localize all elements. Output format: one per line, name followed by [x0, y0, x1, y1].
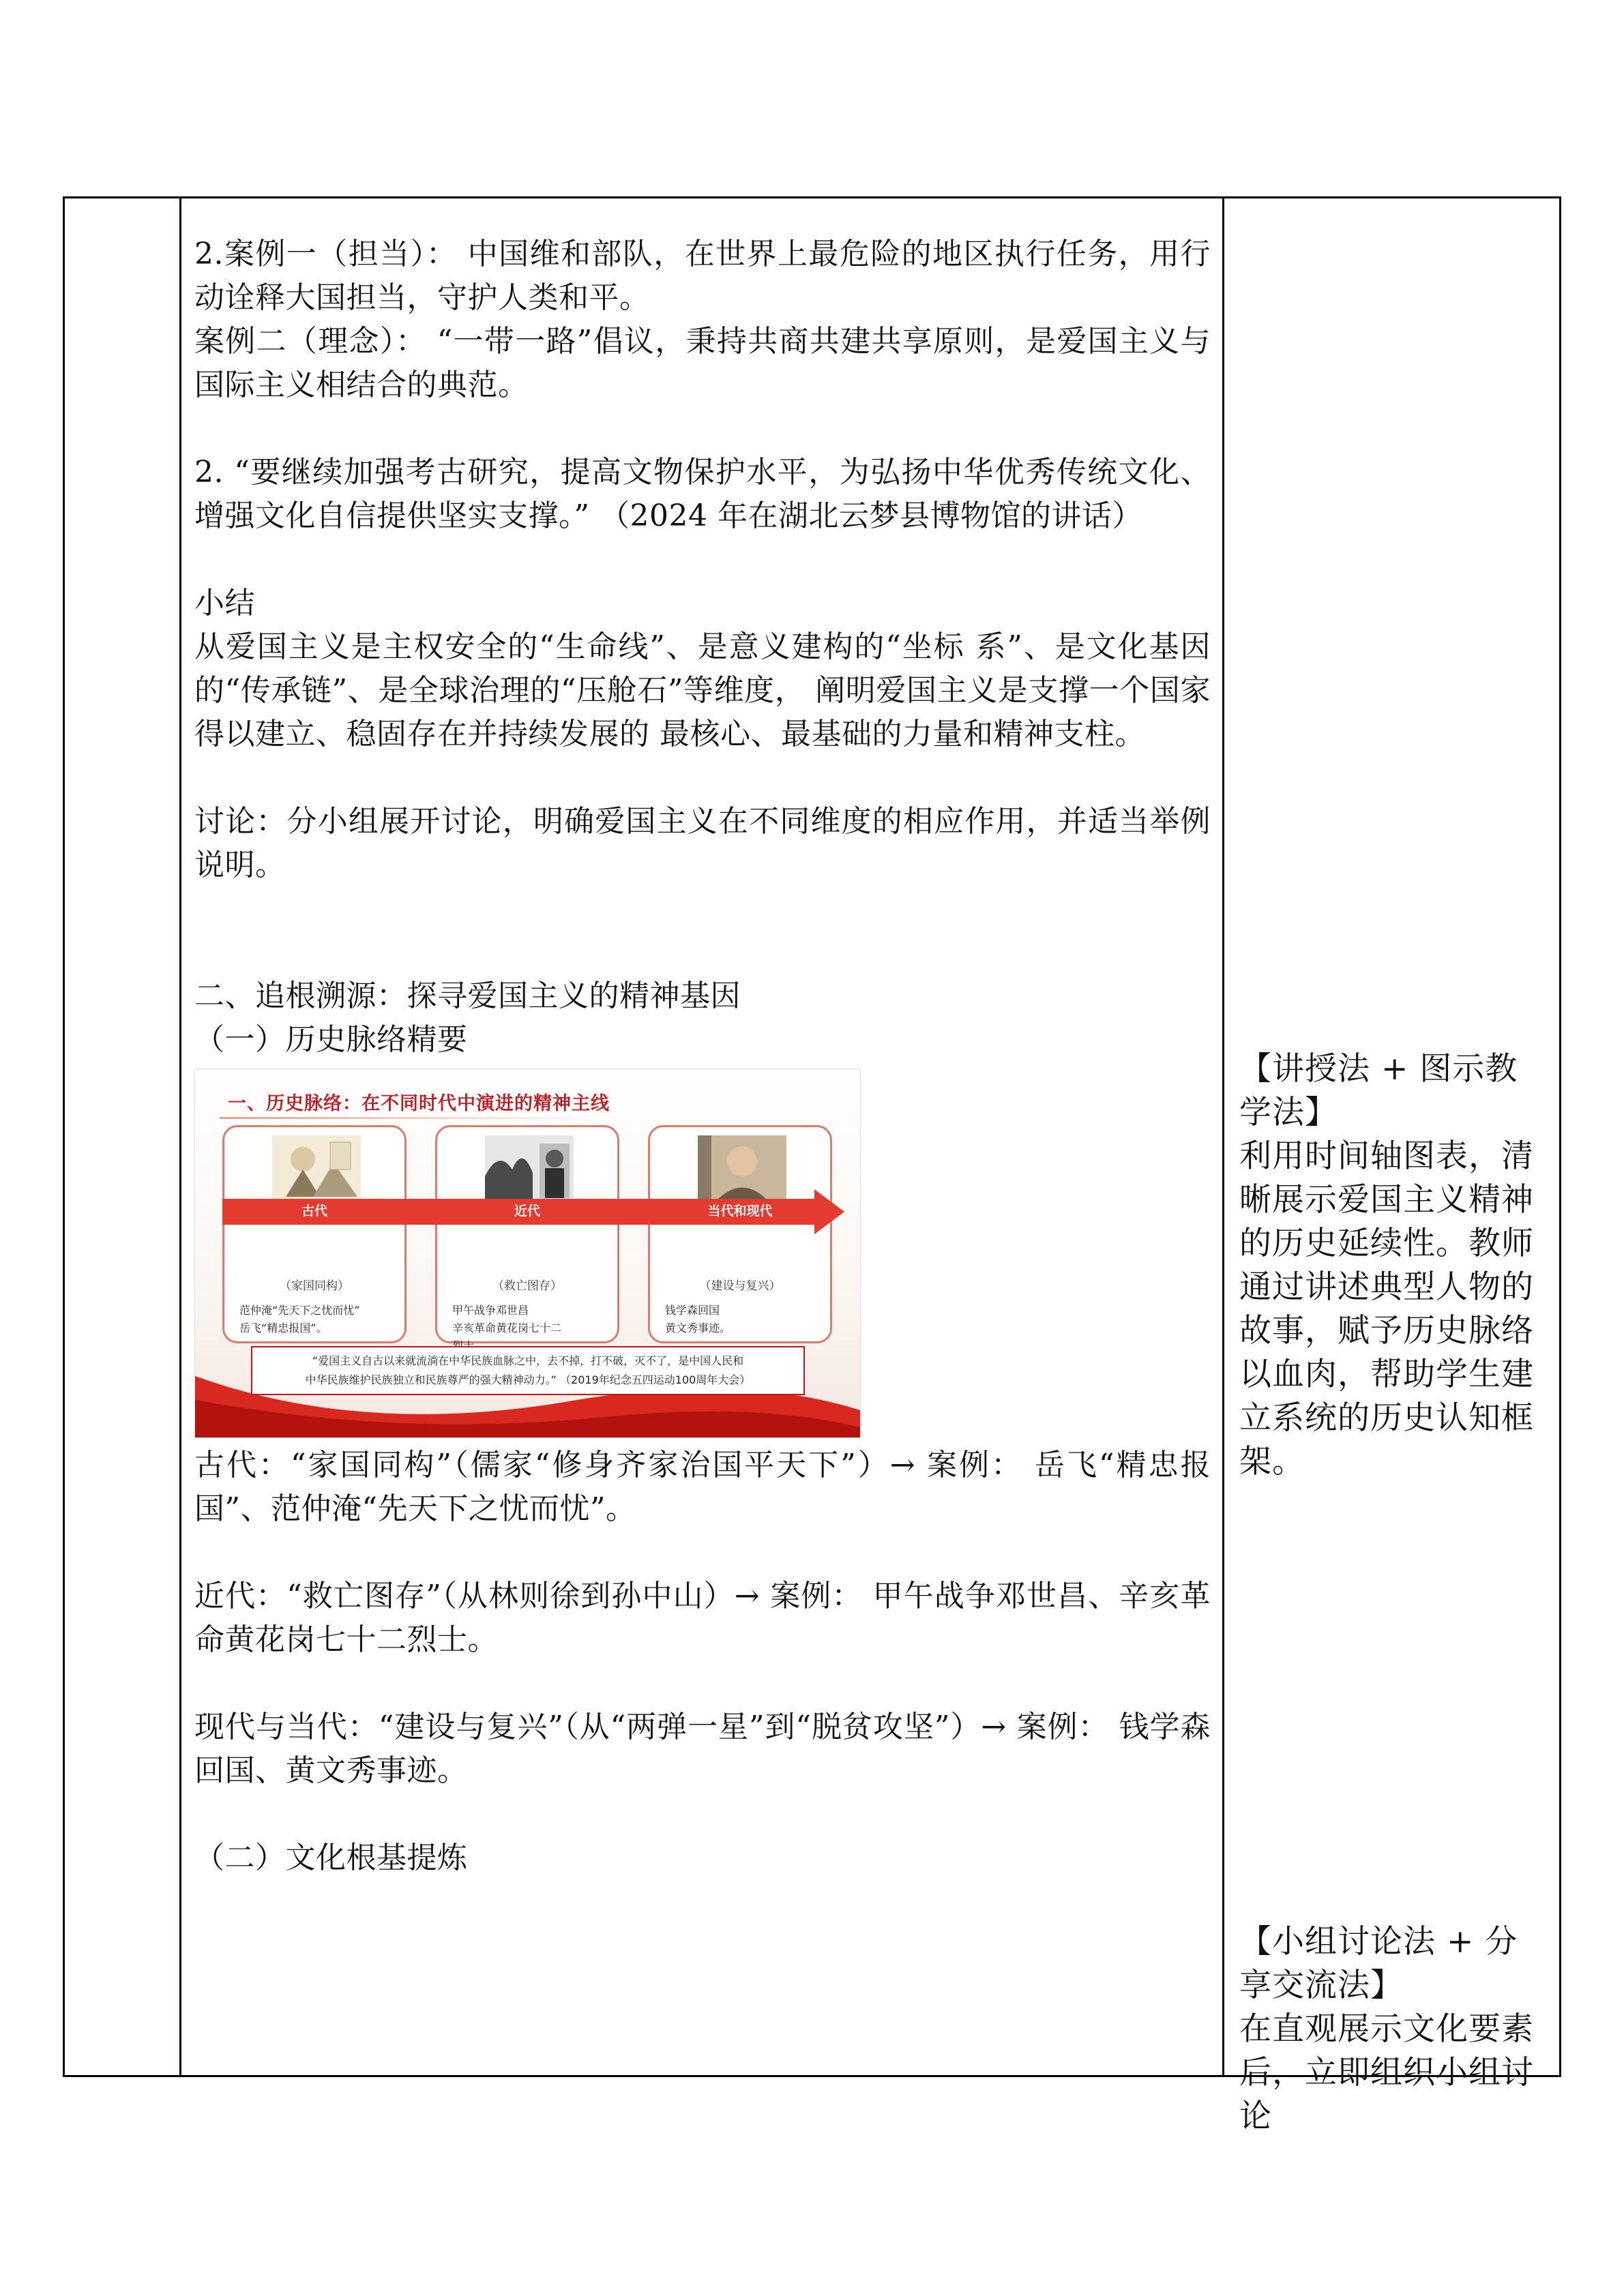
teaching-method-column: [1239, 1047, 1546, 2138]
slide-quote-line: “爱国主义自古以来就流淌在中华民族血脉之中，去不掉，打不破，灭不了，是中国人民和: [312, 1354, 744, 1367]
era-card-modern: [435, 1125, 619, 1343]
era-label-ancient: 古代: [301, 1204, 327, 1219]
era-card-contemporary: [648, 1125, 832, 1343]
lesson-plan-table: [63, 196, 1561, 2135]
method-one-title: 【讲授法 + 图示教学法】: [1239, 1050, 1518, 1131]
era-label-modern: 近代: [514, 1204, 540, 1219]
summary-title: 小结: [194, 586, 255, 621]
case-one: 2.案例一（担当）： 中国维和部队，在世界上最危险的地区执行任务，用行动诠释大国担当，守护人类和平。: [194, 237, 1211, 315]
contemporary-portrait-image: [698, 1135, 786, 1202]
era-desc-ancient: [239, 1302, 398, 1337]
era-card-ancient: [222, 1125, 407, 1343]
modern-era-text: 近代：“救亡图存”（从林则徐到孙中山）→ 案例： 甲午战争邓世昌、辛亥革命黄花岗七十二烈士。: [194, 1579, 1211, 1657]
era-desc-line: 岳飞“精忠报国”。: [239, 1322, 327, 1335]
era-desc-line: 黄文秀事迹。: [665, 1322, 731, 1335]
section-two-title: 二、追根溯源：探寻爱国主义的精神基因: [194, 979, 741, 1013]
era-sub-ancient: （家国同构）: [280, 1279, 349, 1293]
modern-photo-image: [485, 1135, 574, 1202]
era-label-contemporary: 当代和现代: [707, 1204, 773, 1219]
method-two-title: 【小组讨论法 + 分享交流法】: [1239, 1923, 1518, 2004]
discussion-text: 讨论：分小组展开讨论，明确爱国主义在不同维度的相应作用，并适当举例说明。: [194, 804, 1211, 882]
ancient-painting-image: [272, 1135, 361, 1202]
era-desc-line: 钱学森回国: [665, 1304, 720, 1317]
era-sub-modern: （救亡图存）: [492, 1279, 562, 1293]
teaching-content-column: [194, 233, 1211, 1880]
column-divider-1: [179, 198, 181, 2075]
era-sub-contemporary: （建设与复兴）: [699, 1279, 781, 1293]
method-one-text: 利用时间轴图表，清晰展示爱国主义精神的历史延续性。教师通过讲述典型人物的故事，赋予历史脉络以血肉，帮助学生建立系统的历史认知框架。: [1239, 1137, 1534, 1480]
slide-title: 一、历史脉络：在不同时代中演进的精神主线: [228, 1093, 610, 1114]
contemporary-era-text: 现代与当代：“建设与复兴”（从“两弹一星”到“脱贫攻坚”）→ 案例： 钱学森回国、黄文秀事迹。: [194, 1710, 1211, 1788]
history-timeline-slide: [194, 1069, 861, 1438]
era-desc-contemporary: [665, 1302, 823, 1337]
method-two-text: 在直观展示文化要素后，立即组织小组讨论: [1239, 2010, 1534, 2135]
case-two: 案例二（理念）： “一带一路”倡议，秉持共商共建共享原则，是爱国主义与国际主义相结合的典范。: [194, 324, 1211, 402]
slide-quote-box: [251, 1346, 805, 1395]
subsection-two-title: （二）文化根基提炼: [194, 1840, 468, 1875]
quote-paragraph: 2. “要继续加强考古研究，提高文物保护水平，为弘扬中华优秀传统文化、增强文化自信提供坚实支撑。” （2024 年在湖北云梦县博物馆的讲话）: [194, 455, 1211, 533]
era-desc-line: 辛亥革命黄花岗七十二: [452, 1322, 562, 1335]
subsection-one-title: （一）历史脉络精要: [194, 1022, 468, 1057]
summary-text: 从爱国主义是主权安全的“生命线”、是意义建构的“坐标 系”、是文化基因的“传承链”、是全球治理的“压舱石”等维度， 阐明爱国主义是支撑一个国家得以建立、稳固存在并持续发展的 最核心、最基础的力量和精神支柱。: [194, 629, 1211, 751]
column-divider-2: [1222, 198, 1224, 2075]
ancient-era-text: 古代：“家国同构”（儒家“修身齐家治国平天下”）→ 案例： 岳飞“精忠报国”、范仲淹“先天下之忧而忧”。: [194, 1448, 1211, 1526]
era-desc-line: 范仲淹“先天下之忧而忧”: [239, 1304, 360, 1317]
slide-quote-line: 中华民族维护民族独立和民族尊严的强大精神动力。” （2019年纪念五四运动100周年大会）: [305, 1373, 751, 1386]
era-desc-line: 甲午战争邓世昌: [452, 1304, 529, 1317]
slide-title-underline: [220, 1117, 602, 1119]
